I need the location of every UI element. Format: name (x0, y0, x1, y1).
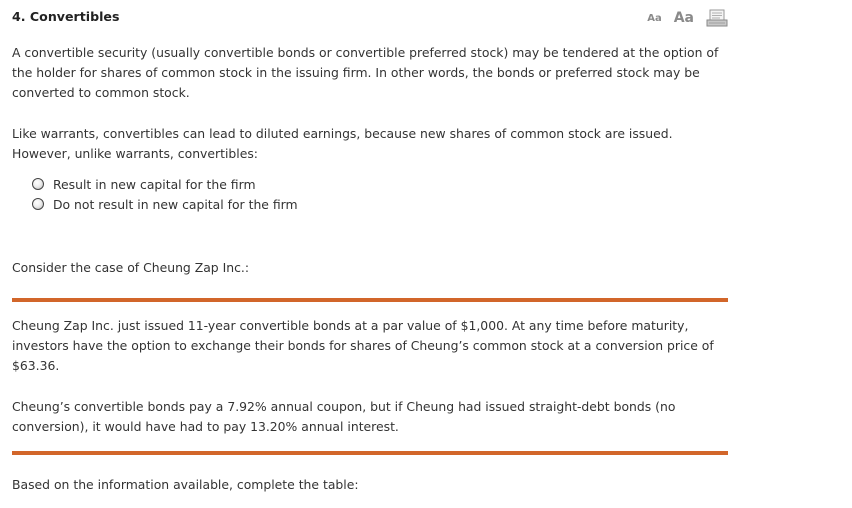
radio-button[interactable] (32, 198, 44, 210)
print-icon[interactable] (706, 9, 728, 27)
intro-paragraph: A convertible security (usually convertible bonds or convertible preferred stock) may be tendered at the option of the holder for shares of common stock in the issuing firm. In other words, the bonds or preferred stock may be converted to common stock. (12, 45, 719, 100)
toolbar (647, 8, 728, 28)
answer-option-label: Do not result in new capital for the firm (53, 196, 298, 212)
answer-option[interactable] (32, 194, 298, 214)
case-paragraph-rates: Cheung’s convertible bonds pay a 7.92% annual coupon, but if Cheung had issued straight-debt bonds (no conversion), it would have had to pay 13.20% annual interest. (12, 399, 676, 434)
consider-paragraph: Consider the case of Cheung Zap Inc.: (12, 260, 250, 275)
case-paragraph-terms: Cheung Zap Inc. just issued 11-year convertible bonds at a par value of $1,000. At any time before maturity, investors have the option to exchange their bonds for shares of Cheung’s common stock at a conversion price of $63.36. (12, 318, 714, 373)
question-title: 4. Convertibles (12, 9, 120, 24)
decrease-font-button[interactable]: Aa (647, 12, 662, 24)
answer-option-label: Result in new capital for the firm (53, 176, 256, 192)
instruction-paragraph: Based on the information available, complete the table: (12, 477, 359, 492)
answer-options (32, 174, 298, 214)
increase-font-button[interactable]: Aa (673, 10, 694, 26)
radio-button[interactable] (32, 178, 44, 190)
question-header (12, 9, 728, 29)
question-paragraph: Like warrants, convertibles can lead to diluted earnings, because new shares of common stock are issued. However, unlike warrants, convertibles: (12, 126, 673, 161)
answer-option[interactable] (32, 174, 298, 194)
section-divider-bottom (12, 451, 728, 455)
section-divider-top (12, 298, 728, 302)
